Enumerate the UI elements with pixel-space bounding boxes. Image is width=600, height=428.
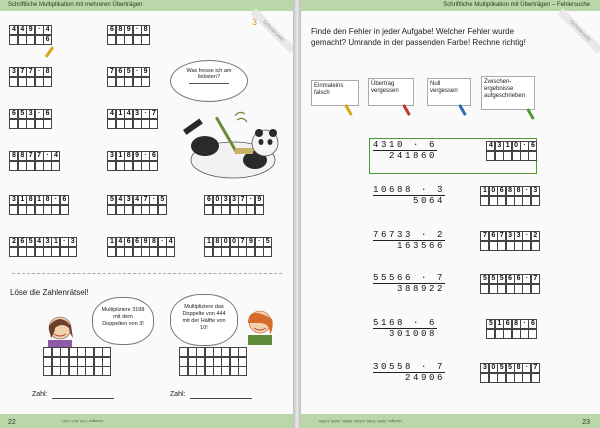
right-solutions: Lösungen: 25860, 32064, 153466, 388962, 31008, 213906 [319, 419, 403, 423]
grid-cell: 4 [486, 141, 495, 151]
grid-cell: 6 [116, 67, 125, 77]
grid-cell: 8 [43, 67, 52, 77]
left-header: Schriftliche Multiplikation mit mehreren Überträgen [0, 0, 293, 11]
grid-cell: · [43, 151, 52, 161]
grid-cell: 8 [18, 151, 27, 161]
grid-cell: 1 [35, 195, 44, 205]
grid-cell: 7 [497, 231, 506, 241]
grid-cell: 3 [26, 109, 35, 119]
grid-cell: 3 [9, 195, 18, 205]
difficulty-ribbon: Schwierzeile [250, 8, 293, 53]
grid-cell[interactable] [102, 366, 111, 376]
grid-cell: 3 [68, 237, 77, 247]
multiplication-problem [10, 26, 52, 45]
riddle-answer-grid-1 [44, 348, 111, 376]
zahl-line-2[interactable] [190, 398, 252, 399]
grid-cell: 7 [531, 363, 540, 373]
left-solutions: Lösungen: 1726, 1672, 1440... [60, 419, 104, 423]
task-wrong-result: 388922 [373, 283, 445, 294]
riddle1-bubble [92, 297, 154, 345]
grid-cell: 4 [116, 195, 125, 205]
zahl-label-2: Zahl: [170, 391, 186, 398]
grid-cell: 1 [495, 319, 504, 329]
error-task [373, 230, 445, 251]
right-page [301, 0, 600, 428]
grid-cell: 3 [506, 231, 515, 241]
book-gutter [293, 0, 301, 428]
grid-row [10, 247, 77, 256]
grid-cell: 8 [141, 25, 150, 35]
grid-cell: 9 [255, 195, 264, 205]
grid-cell: 7 [26, 67, 35, 77]
grid-cell: 3 [230, 195, 239, 205]
grid-cell: 3 [124, 195, 133, 205]
grid-row [487, 329, 537, 338]
grid-cell[interactable] [68, 247, 77, 257]
note-uebertrag: Übertrag vergessen [368, 78, 414, 106]
grid-cell: 9 [141, 67, 150, 77]
task-wrong-result: 24906 [373, 372, 445, 383]
correction-grid [481, 364, 540, 383]
task-wrong-result: 241860 [373, 150, 437, 161]
task-wrong-result: 163566 [373, 240, 445, 251]
grid-cell: 8 [506, 186, 515, 196]
grid-cell[interactable] [531, 241, 540, 251]
grid-cell: · [246, 195, 255, 205]
grid-cell: 6 [60, 195, 69, 205]
grid-cell[interactable] [43, 119, 52, 129]
grid-cell: 7 [531, 274, 540, 284]
grid-row [180, 367, 247, 376]
grid-cell[interactable] [166, 247, 175, 257]
grid-row [481, 284, 540, 293]
grid-row [481, 241, 540, 250]
grid-cell[interactable] [528, 151, 537, 161]
multiplication-problem [108, 26, 150, 45]
grid-cell: 6 [18, 237, 27, 247]
grid-cell: 3 [221, 195, 230, 205]
grid-cell: 5 [158, 195, 167, 205]
grid-cell: 4 [51, 151, 60, 161]
grid-cell: 1 [503, 141, 512, 151]
grid-row [10, 161, 60, 170]
grid-cell: 3 [514, 231, 523, 241]
task-problem: 76733 · 2 [373, 230, 446, 240]
grid-cell: 3 [43, 237, 52, 247]
grid-row [108, 77, 150, 86]
grid-row [10, 119, 52, 128]
grid-cell: · [141, 109, 150, 119]
grid-cell: 8 [514, 363, 523, 373]
grid-cell[interactable] [141, 35, 150, 45]
grid-cell: 5 [124, 67, 133, 77]
grid-cell: 3 [133, 109, 142, 119]
grid-cell: · [149, 195, 158, 205]
grid-cell: 2 [531, 231, 540, 241]
grid-cell: 7 [141, 195, 150, 205]
riddle-answer-grid-2 [180, 348, 247, 376]
grid-cell: 0 [489, 363, 498, 373]
grid-cell: 6 [506, 274, 515, 284]
grid-row [10, 35, 52, 44]
task-problem: 5168 · 6 [373, 318, 438, 328]
grid-cell: 7 [238, 237, 247, 247]
task-problem: 10688 · 3 [373, 185, 446, 195]
grid-cell: · [158, 237, 167, 247]
grid-cell: 4 [107, 109, 116, 119]
grid-cell: 5 [486, 319, 495, 329]
grid-cell: 9 [26, 25, 35, 35]
multiplication-problem [108, 196, 167, 215]
grid-row [10, 205, 69, 214]
multiplication-problem [108, 238, 175, 257]
grid-cell: 5 [26, 237, 35, 247]
grid-cell[interactable] [531, 373, 540, 383]
grid-cell: · [520, 319, 529, 329]
grid-row [205, 247, 272, 256]
grid-cell: 6 [133, 237, 142, 247]
multiplication-problem [108, 68, 150, 87]
difficulty-ribbon-right: Schwierzeile [557, 8, 600, 53]
multiplication-problem [205, 196, 264, 215]
error-task [373, 318, 437, 339]
grid-cell: · [60, 237, 69, 247]
grid-cell: · [35, 67, 44, 77]
grid-cell: 5 [18, 109, 27, 119]
left-footer [0, 414, 293, 428]
note-zwischenergebnisse: Zwischen-ergebnisse aufgeschrieben [481, 76, 535, 110]
grid-cell: 6 [503, 319, 512, 329]
grid-cell: 6 [497, 186, 506, 196]
grid-cell[interactable] [51, 161, 60, 171]
grid-cell: 9 [124, 25, 133, 35]
grid-cell: 8 [26, 195, 35, 205]
grid-cell: · [522, 274, 531, 284]
grid-cell: 5 [489, 274, 498, 284]
grid-cell: · [520, 141, 529, 151]
riddle2-text: Multipliziere das Doppelte von 444 mit der Hälfte von 10! [182, 304, 226, 331]
grid-cell: 5 [263, 237, 272, 247]
grid-cell: 6 [107, 25, 116, 35]
task-wrong-result: 5064 [373, 195, 445, 206]
grid-cell: 4 [116, 237, 125, 247]
grid-cell: 6 [124, 237, 133, 247]
error-task [373, 140, 437, 161]
grid-cell[interactable] [528, 329, 537, 339]
grid-cell: 3 [107, 151, 116, 161]
grid-row [108, 161, 158, 170]
grid-cell: 5 [497, 274, 506, 284]
grid-cell: 7 [18, 67, 27, 77]
grid-cell: 9 [133, 151, 142, 161]
grid-cell: 6 [204, 195, 213, 205]
grid-cell: 8 [116, 25, 125, 35]
grid-cell: 1 [480, 186, 489, 196]
grid-cell: 1 [18, 195, 27, 205]
grid-cell[interactable] [263, 247, 272, 257]
grid-cell: 1 [116, 109, 125, 119]
grid-cell: 8 [124, 151, 133, 161]
zahl-line-1[interactable] [52, 398, 114, 399]
note-null: Null vergessen [427, 78, 471, 106]
grid-cell: 4 [35, 237, 44, 247]
grid-cell: 6 [528, 319, 537, 329]
answer-line [189, 83, 229, 84]
error-task [373, 273, 445, 294]
section-divider [12, 273, 282, 274]
grid-cell: 7 [35, 151, 44, 161]
task-problem: 30558 · 7 [373, 362, 446, 372]
grid-cell: 0 [230, 237, 239, 247]
grid-cell: 7 [107, 67, 116, 77]
grid-cell: 4 [166, 237, 175, 247]
grid-row [108, 247, 175, 256]
correction-grid [487, 142, 537, 161]
multiplication-problem [10, 196, 69, 215]
girl-illustration [40, 312, 80, 350]
grid-cell: 4 [43, 25, 52, 35]
grid-cell: · [35, 109, 44, 119]
grid-cell[interactable] [531, 196, 540, 206]
grid-cell[interactable] [60, 205, 69, 215]
grid-row [108, 205, 167, 214]
grid-cell: 6 [514, 274, 523, 284]
grid-cell: 8 [9, 151, 18, 161]
task-problem: 55566 · 7 [373, 273, 446, 283]
grid-cell: · [133, 67, 142, 77]
right-page-number: 23 [582, 419, 590, 426]
grid-cell[interactable]: 6 [43, 35, 52, 45]
grid-cell[interactable] [149, 161, 158, 171]
grid-cell: 3 [531, 186, 540, 196]
grid-cell: 2 [9, 237, 18, 247]
grid-cell: 0 [512, 141, 521, 151]
grid-cell: · [522, 363, 531, 373]
grid-cell[interactable] [158, 205, 167, 215]
grid-row [44, 367, 111, 376]
grid-cell: 9 [141, 237, 150, 247]
grid-cell: 8 [512, 319, 521, 329]
grid-cell[interactable] [141, 77, 150, 87]
grid-cell: 8 [43, 195, 52, 205]
grid-cell: 6 [149, 151, 158, 161]
grid-row [205, 205, 264, 214]
grid-cell: · [255, 237, 264, 247]
grid-cell: 4 [9, 25, 18, 35]
multiplication-problem [108, 152, 158, 171]
grid-row [108, 35, 150, 44]
grid-cell: 7 [238, 195, 247, 205]
task-problem: 4310 · 6 [373, 140, 438, 150]
grid-cell: 9 [246, 237, 255, 247]
task-wrong-result: 301008 [373, 328, 437, 339]
grid-cell: 7 [26, 151, 35, 161]
grid-cell: · [522, 186, 531, 196]
grid-cell: · [35, 25, 44, 35]
correction-grid [481, 275, 540, 294]
grid-cell: · [522, 231, 531, 241]
right-header: Schriftliche Multiplikation mit Überträgen – Fehlersuche [301, 0, 600, 11]
grid-row [481, 196, 540, 205]
grid-cell: · [51, 195, 60, 205]
corner-number: 3 [252, 17, 258, 27]
left-page-number: 22 [8, 419, 16, 426]
grid-cell: 1 [107, 237, 116, 247]
grid-cell: 3 [495, 141, 504, 151]
multiplication-problem [10, 68, 52, 87]
grid-cell: 8 [213, 237, 222, 247]
grid-cell: 5 [107, 195, 116, 205]
grid-cell: 1 [204, 237, 213, 247]
grid-cell: 0 [221, 237, 230, 247]
correction-grid [481, 232, 540, 251]
grid-cell: 1 [116, 151, 125, 161]
panda-speech-bubble [170, 60, 248, 102]
error-task [373, 185, 445, 206]
grid-cell[interactable] [531, 284, 540, 294]
grid-cell: 8 [149, 237, 158, 247]
grid-cell: 7 [480, 231, 489, 241]
multiplication-problem [205, 238, 272, 257]
panda-illustration [175, 108, 285, 188]
grid-cell[interactable] [43, 77, 52, 87]
grid-row [481, 373, 540, 382]
multiplication-problem [10, 152, 60, 171]
grid-cell: 3 [480, 363, 489, 373]
multiplication-problem [10, 238, 77, 257]
grid-cell: · [133, 25, 142, 35]
instructions: Finde den Fehler in jeder Aufgabe! Welcher Fehler wurde gemacht? Umrande in der passenden Farbe! Rechne richtig! [311, 27, 526, 47]
grid-cell[interactable] [238, 366, 247, 376]
grid-cell: 6 [489, 231, 498, 241]
grid-cell: · [141, 151, 150, 161]
grid-cell: 4 [124, 109, 133, 119]
grid-row [108, 119, 158, 128]
panda-question: Was fresse ich am liebsten? [186, 68, 232, 80]
zahl-label-1: Zahl: [32, 391, 48, 398]
multiplication-problem [10, 110, 52, 129]
grid-cell: 7 [149, 109, 158, 119]
multiplication-problem [108, 110, 158, 129]
grid-cell: 4 [133, 195, 142, 205]
grid-cell[interactable] [149, 119, 158, 129]
correction-grid [487, 320, 537, 339]
correction-grid [481, 187, 540, 206]
pencil-icon [45, 46, 54, 58]
grid-row [487, 151, 537, 160]
grid-cell: 5 [506, 363, 515, 373]
grid-row [10, 77, 52, 86]
grid-cell: 4 [18, 25, 27, 35]
grid-cell: 3 [9, 67, 18, 77]
grid-cell: 5 [497, 363, 506, 373]
grid-cell: 6 [43, 109, 52, 119]
riddle-title: Löse die Zahlenrätsel! [10, 288, 89, 297]
riddle2-bubble [170, 294, 238, 346]
grid-cell: 0 [213, 195, 222, 205]
grid-cell: 0 [489, 186, 498, 196]
grid-cell: 1 [51, 237, 60, 247]
girl-illustration-2 [240, 305, 280, 345]
grid-cell: 6 [528, 141, 537, 151]
note-einmaleins: Einmaleins falsch [311, 80, 359, 106]
grid-cell: 6 [9, 109, 18, 119]
grid-cell: 5 [480, 274, 489, 284]
grid-cell[interactable] [255, 205, 264, 215]
riddle1-text: Multipliziere 3198 mit dem Doppelten von 3! [101, 307, 145, 327]
left-page [0, 0, 293, 428]
error-task [373, 362, 445, 383]
grid-cell: 8 [514, 186, 523, 196]
